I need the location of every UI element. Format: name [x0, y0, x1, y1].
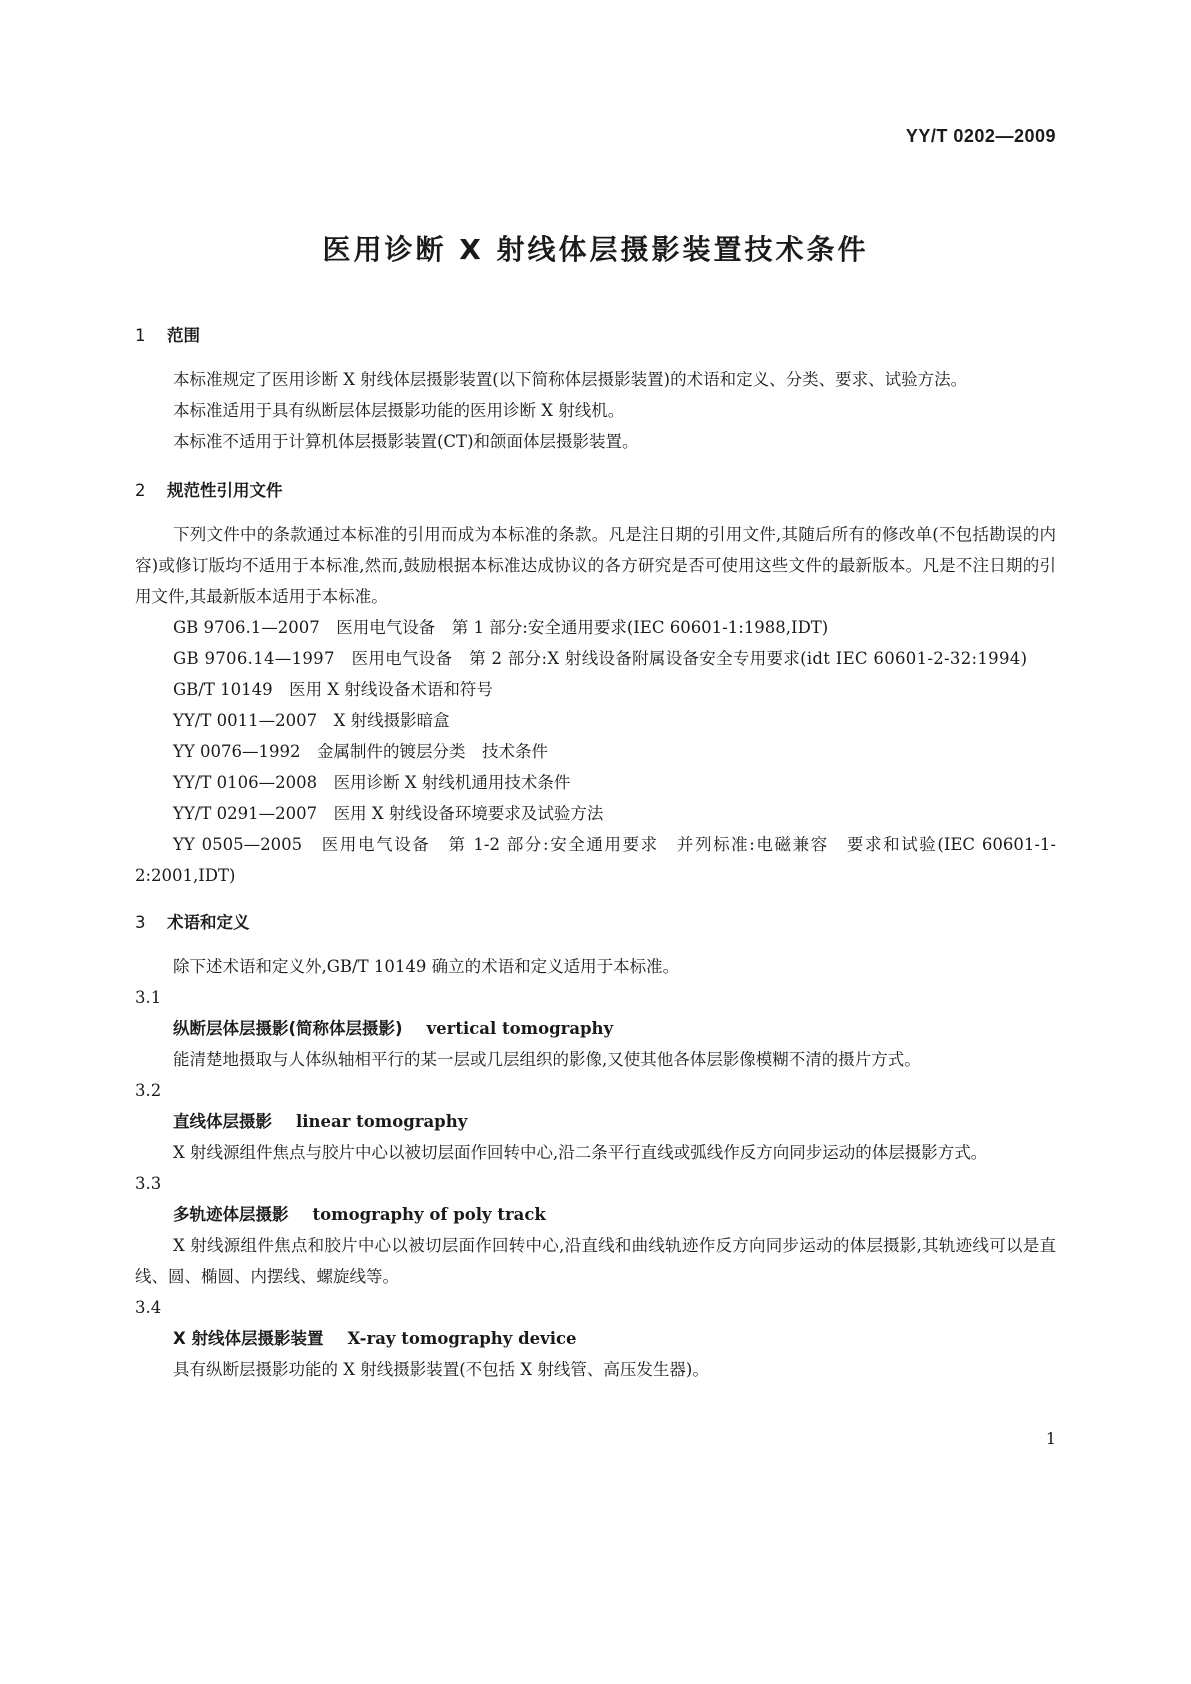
section-title: 范围 [167, 326, 200, 345]
reference-item: YY 0505—2005 医用电气设备 第 1-2 部分:安全通用要求 并列标准:电磁兼容 要求和试验(IEC 60601-1-2:2001,IDT) [135, 835, 1056, 885]
term-number: 3.2 [135, 1081, 162, 1100]
term-number: 3.3 [135, 1174, 162, 1193]
term-chinese: 纵断层体层摄影(简称体层摄影) [173, 1019, 403, 1038]
term-english: vertical tomography [426, 1019, 614, 1038]
term-number: 3.4 [135, 1298, 162, 1317]
term-english: linear tomography [296, 1112, 468, 1131]
term-definition: X 射线源组件焦点和胶片中心以被切层面作回转中心,沿直线和曲线轨迹作反方向同步运动的体层摄影,其轨迹线可以是直线、圆、椭圆、内摆线、螺旋线等。 [135, 1236, 1056, 1286]
term-heading [135, 1323, 1056, 1354]
terms-intro: 除下述术语和定义外,GB/T 10149 确立的术语和定义适用于本标准。 [173, 957, 680, 976]
references-intro: 下列文件中的条款通过本标准的引用而成为本标准的条款。凡是注日期的引用文件,其随后所有的修改单(不包括勘误的内容)或修订版均不适用于本标准,然而,鼓励根据本标准达成协议的各方研究是否可使用这些文件的最新版本。凡是不注日期的引用文件,其最新版本适用于本标准。 [135, 525, 1056, 606]
term-heading [135, 1199, 1056, 1230]
section-title: 规范性引用文件 [167, 481, 283, 500]
term-heading [135, 1106, 1056, 1137]
standard-code: YY/T 0202—2009 [905, 126, 1056, 146]
reference-item: YY 0076—1992 金属制件的镀层分类 技术条件 [173, 742, 549, 761]
term-heading [135, 1013, 1056, 1044]
term-english: tomography of poly track [312, 1205, 546, 1224]
section-heading-references [135, 475, 1056, 507]
section-number: 2 [135, 481, 146, 500]
section-number: 3 [135, 913, 146, 932]
section-heading-scope [135, 320, 1056, 352]
scope-paragraph: 本标准不适用于计算机体层摄影装置(CT)和颌面体层摄影装置。 [173, 432, 639, 451]
document-title: 医用诊断 X 射线体层摄影装置技术条件 [322, 233, 869, 266]
reference-item: YY/T 0291—2007 医用 X 射线设备环境要求及试验方法 [173, 804, 604, 823]
reference-item: GB 9706.14—1997 医用电气设备 第 2 部分:X 射线设备附属设备安全专用要求(idt IEC 60601-2-32:1994) [173, 649, 1028, 668]
reference-item: YY/T 0106—2008 医用诊断 X 射线机通用技术条件 [173, 773, 571, 792]
scope-paragraph: 本标准适用于具有纵断层体层摄影功能的医用诊断 X 射线机。 [173, 401, 625, 420]
term-number: 3.1 [135, 988, 162, 1007]
reference-item: GB 9706.1—2007 医用电气设备 第 1 部分:安全通用要求(IEC 60601-1:1988,IDT) [173, 618, 829, 637]
term-definition: 具有纵断层摄影功能的 X 射线摄影装置(不包括 X 射线管、高压发生器)。 [173, 1360, 709, 1379]
section-heading-terms [135, 907, 1056, 939]
section-number: 1 [135, 326, 146, 345]
term-definition: 能清楚地摄取与人体纵轴相平行的某一层或几层组织的影像,又使其他各体层影像模糊不清的摄片方式。 [173, 1050, 921, 1069]
reference-item: YY/T 0011—2007 X 射线摄影暗盒 [173, 711, 450, 730]
document-body [135, 320, 1056, 1385]
term-definition: X 射线源组件焦点与胶片中心以被切层面作回转中心,沿二条平行直线或弧线作反方向同步运动的体层摄影方式。 [173, 1143, 988, 1162]
term-chinese: X 射线体层摄影装置 [173, 1329, 324, 1348]
reference-item: GB/T 10149 医用 X 射线设备术语和符号 [173, 680, 493, 699]
term-english: X-ray tomography device [347, 1329, 577, 1348]
page-number: 1 [1045, 1429, 1056, 1448]
scope-paragraph: 本标准规定了医用诊断 X 射线体层摄影装置(以下简称体层摄影装置)的术语和定义、分类、要求、试验方法。 [173, 370, 968, 389]
section-title: 术语和定义 [167, 913, 250, 932]
term-chinese: 多轨迹体层摄影 [173, 1205, 289, 1224]
term-chinese: 直线体层摄影 [173, 1112, 272, 1131]
